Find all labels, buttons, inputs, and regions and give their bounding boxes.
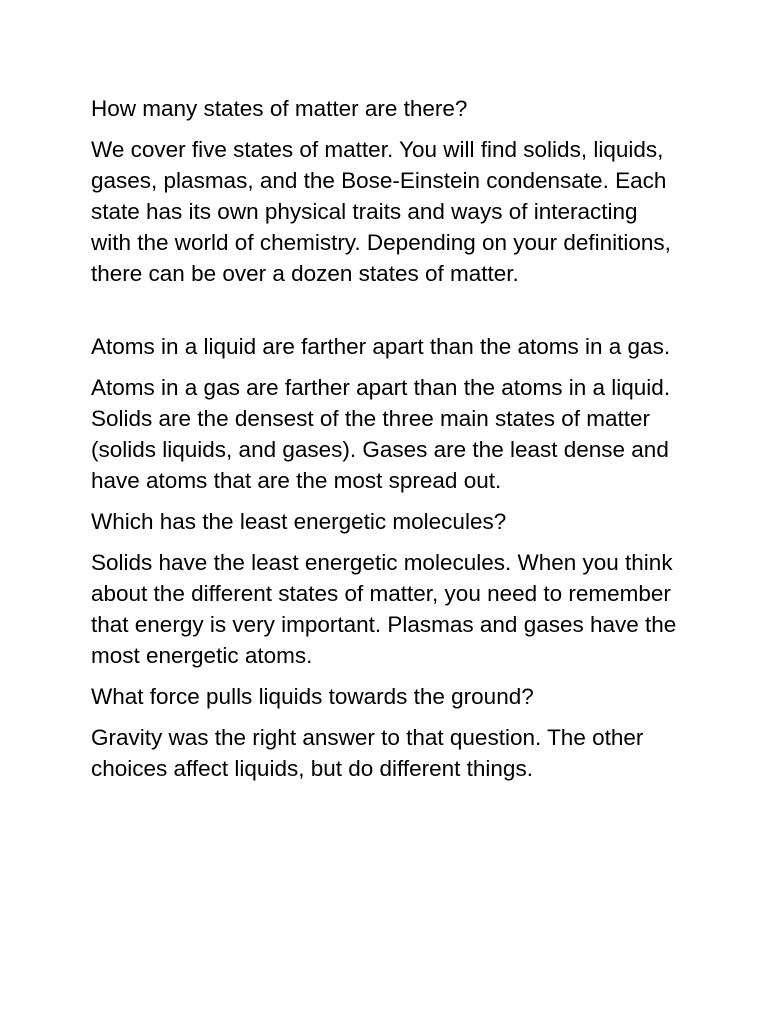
question-force-liquids: What force pulls liquids towards the ground? — [91, 684, 534, 709]
answer-least-energetic: Solids have the least energetic molecules. When you think about the different states of matter, you need to remember that energy is very important. Plasmas and gases have the most energetic atoms. — [91, 550, 677, 668]
answer-force-liquids: Gravity was the right answer to that question. The other choices affect liquids, but do different things. — [91, 725, 644, 781]
question-states-count: How many states of matter are there? — [91, 96, 468, 121]
answer-states-count: We cover five states of matter. You will find solids, liquids, gases, plasmas, and the Bose-Einstein condensate. Each state has its own physical traits and ways of interacting with the world of chemistry. Depending on your definitions, there can be over a dozen states of matter. — [91, 137, 671, 286]
statement-liquid-atoms: Atoms in a liquid are farther apart than the atoms in a gas. — [91, 334, 671, 359]
question-least-energetic: Which has the least energetic molecules? — [91, 509, 507, 534]
answer-gas-atoms: Atoms in a gas are farther apart than the atoms in a liquid. Solids are the densest of the three main states of matter (solids liquids, and gases). Gases are the least dense and have atoms that are the most spread out. — [91, 375, 671, 493]
document-page — [91, 93, 681, 784]
